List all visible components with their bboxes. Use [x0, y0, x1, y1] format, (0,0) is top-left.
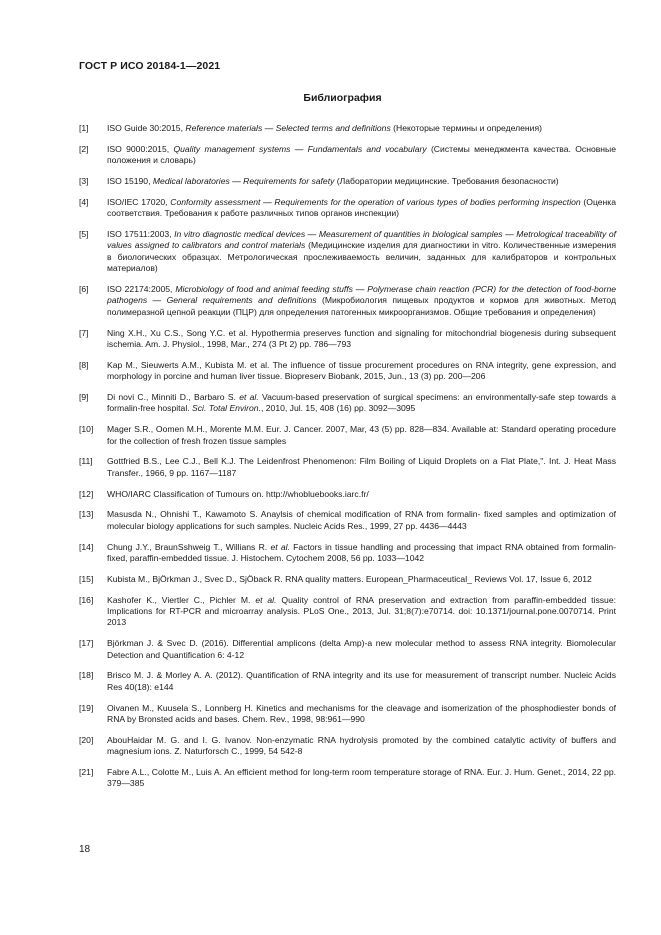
reference-segment: Chung J.Y., BraunSshweig T., Willians R. — [107, 541, 271, 552]
reference-number: [18] — [79, 670, 94, 681]
reference-segment: Quality control of RNA preservation and extraction from paraffin-embedded tissue: Implications for RT-PCR and microarray analysis. PLoS One., 2013, Jul. 31;8(7):e70714. doi: 10.1371/journal.pone.0070714. Print 2013 — [107, 594, 616, 628]
reference-italic-segment: In vitro diagnostic medical devices — Measurement of quantities in biological samples — Metrological traceability of values assigned to calibrators and control materials — [107, 229, 616, 251]
reference-number: [14] — [79, 541, 94, 552]
reference-segment: Di novi C., Minniti D., Barbaro S. — [107, 392, 240, 403]
reference-item — [79, 574, 616, 585]
reference-segment: Oivanen M., Kuusela S., Lonnberg H. Kinetics and mechanisms for the cleavage and isomerization of the phosphodiester bonds of RNA by Bronsted acids and bases. Chem. Rev., 1998, 98:961—990 — [107, 702, 616, 725]
reference-number: [19] — [79, 702, 94, 713]
reference-item — [79, 735, 616, 758]
reference-text — [107, 670, 616, 693]
reference-segment: ISO 22174:2005, — [107, 284, 176, 295]
reference-text — [107, 197, 616, 220]
reference-text — [107, 509, 616, 532]
reference-italic-segment: Microbiology of food and animal feeding stuffs — Polymerase chain reaction (PCR) for the detection of food-borne pathogens — General requirements and definitions — [107, 284, 617, 306]
page-number: 18 — [79, 844, 91, 855]
reference-item — [79, 360, 616, 383]
reference-segment: (Некоторые термины и определения) — [390, 123, 542, 133]
reference-item — [79, 456, 616, 479]
reference-text — [107, 542, 616, 565]
reference-segment: Kubista M., BjÖrkman J., Svec D., SjÖback R. RNA quality matters. European_Pharmaceutical_ Reviews Vol. 17, Issue 6, 2012 — [107, 573, 592, 584]
reference-text — [107, 638, 616, 661]
reference-segment: ISO/IEC 17020, — [107, 196, 171, 207]
reference-item — [79, 176, 616, 187]
reference-item — [79, 144, 616, 167]
reference-number: [8] — [79, 359, 89, 370]
reference-segment: Kap M., Sieuwerts A.M., Kubista M. et al. The influence of tissue procurement procedures on RNA integrity, gene expression, and morphology in porcine and human liver tissue. Biopreserv Biobank, 2015, Jun., 13 (3) pp. 200—206 — [107, 359, 616, 382]
reference-segment: Masusda N., Ohnishi T., Kawamoto S. Anaylsis of chemical modification of RNA from formalin- fixed samples and optimization of molecular biology applications for such samples. Nucleic Acids Res., 1999, 27 pp. 4436—4443 — [107, 509, 616, 531]
reference-number: [11] — [79, 456, 93, 467]
reference-text — [107, 328, 616, 351]
reference-number: [20] — [79, 734, 94, 745]
reference-italic-segment: Conformity assessment — Requirements for the operation of various types of bodies performing inspection — [170, 196, 581, 207]
reference-text — [107, 360, 616, 383]
reference-item — [79, 392, 616, 415]
reference-italic-segment: et al. — [239, 392, 259, 403]
reference-segment: AbouHaidar M. G. and I. G. Ivanov. Non-enzymatic RNA hydrolysis promoted by the combined catalytic activity of buffers and magnesium ions. Z. Naturforsch C., 1999, 54 542-8 — [107, 734, 616, 757]
reference-number: [9] — [79, 392, 89, 403]
reference-segment: ISO 15190, — [107, 176, 153, 186]
reference-segment: ISO Guide 30:2015, — [107, 123, 186, 133]
reference-segment: Vacuum-based preservation of surgical specimens: an environmentally-safe step towards a formalin-free hospital. — [107, 392, 616, 414]
reference-number: [15] — [79, 573, 94, 584]
reference-item — [79, 284, 616, 318]
reference-segment: Factors in tissue handling and processing that impact RNA obtained from formalin-fixed, paraffin-embedded tissue. J. Histochem. Cytochem 2008, 56 pp. 1033—1042 — [107, 541, 616, 564]
reference-item — [79, 489, 616, 500]
reference-segment: , 2010, Jul. 15, 408 (16) pp. 3092—3095 — [260, 403, 416, 414]
reference-text — [107, 574, 616, 585]
reference-segment: WHO/IARC Classification of Tumours on. http://whobluebooks.iarc.fr/ — [107, 488, 369, 499]
reference-italic-segment: Medical laboratories — Requirements for safety — [152, 176, 335, 186]
reference-segment: (Системы менеджмента качества. Основные положения и словарь) — [107, 143, 617, 166]
reference-number: [4] — [79, 196, 89, 207]
reference-segment: Kashofer K., Viertler C., Pichler M. — [107, 594, 256, 605]
reference-italic-segment: Sci. Total Environ. — [192, 403, 261, 414]
reference-text — [107, 489, 616, 500]
reference-number: [6] — [79, 284, 89, 295]
reference-item — [79, 670, 616, 693]
reference-italic-segment: et al. — [270, 541, 290, 552]
reference-number: [13] — [79, 509, 94, 520]
reference-text — [107, 392, 616, 415]
reference-text — [107, 735, 616, 758]
reference-text — [107, 595, 616, 629]
reference-text — [107, 229, 616, 275]
reference-number: [5] — [79, 229, 89, 239]
reference-segment: Mager S.R., Oomen M.H., Morente M.M. Eur. J. Cancer. 2007, Mar, 43 (5) pp. 828—834. Available at: Standard operating procedure for the collection of fresh frozen tissue samples — [107, 424, 616, 446]
reference-text — [107, 767, 616, 790]
reference-segment: Björkman J. & Svec D. (2016). Differential amplicons (delta Amp)-a new molecular method to assess RNA integrity. Biomolecular Detection and Quantification 6: 4-12 — [107, 638, 616, 660]
reference-item — [79, 123, 616, 134]
reference-number: [10] — [79, 424, 94, 435]
reference-item — [79, 638, 616, 661]
reference-segment: ISO 9000:2015, — [107, 143, 174, 154]
reference-italic-segment: Quality management systems — Fundamentals and vocabulary — [173, 143, 427, 154]
reference-italic-segment: et al. — [255, 594, 277, 605]
reference-number: [7] — [79, 327, 89, 338]
reference-item — [79, 197, 616, 220]
reference-segment: Brisco M. J. & Morley A. A. (2012). Quantification of RNA integrity and its use for measurement of transcript number. Nucleic Acids Res 40(18): e144 — [107, 670, 616, 692]
reference-number: [16] — [79, 594, 94, 605]
reference-segment: ISO 17511:2003, — [107, 229, 175, 239]
reference-text — [107, 424, 616, 447]
bibliography-title: Библиография — [303, 92, 382, 104]
reference-segment: (Медицинские изделия для диагностики in vitro. Количественные измерения в биологических образцах. Метрологическая прослеживаемость величин, заданных для калибраторов и контрольных материалов) — [107, 240, 616, 274]
reference-number: [1] — [79, 123, 89, 133]
reference-text — [107, 284, 616, 318]
reference-segment: Ning X.H., Xu C.S., Song Y.C. et al. Hypothermia preserves function and signaling for mitochondrial biogenesis during subsequent ischemia. Am. J. Physiol., 1998, Mar., 274 (3 Pt 2) pp. 786—793 — [107, 327, 616, 350]
reference-segment: (Оценка соответствия. Требования к работе различных типов органов инспекции) — [107, 196, 617, 219]
reference-number: [3] — [79, 176, 89, 186]
reference-segment: (Лаборатории медицинские. Требования безопасности) — [334, 176, 559, 186]
reference-number: [21] — [79, 767, 94, 778]
reference-number: [17] — [79, 638, 94, 649]
reference-italic-segment: Reference materials — Selected terms and definitions — [185, 123, 391, 133]
reference-text — [107, 703, 616, 726]
reference-item — [79, 703, 616, 726]
reference-number: [2] — [79, 143, 89, 154]
reference-text — [107, 123, 616, 134]
reference-segment: Fabre A.L., Colotte M., Luis A. An efficient method for long-term room temperature storage of RNA. Eur. J. Hum. Genet., 2014, 22 pp. 379—385 — [107, 767, 616, 789]
standard-header: ГОСТ Р ИСО 20184-1—2021 — [79, 60, 221, 72]
reference-item — [79, 328, 616, 351]
reference-text — [107, 456, 616, 479]
bibliography-list — [79, 123, 616, 799]
reference-segment: (Микробиология пищевых продуктов и кормов для животных. Метод полимеразной цепной реакции (ПЦР) для определения патогенных микроорганизмов. Общие требования и определения) — [107, 295, 616, 317]
reference-number: [12] — [79, 488, 94, 499]
reference-item — [79, 229, 616, 275]
reference-text — [107, 176, 616, 187]
reference-item — [79, 424, 616, 447]
reference-item — [79, 509, 616, 532]
reference-item — [79, 542, 616, 565]
reference-segment: Gottfried B.S., Lee C.J., Bell K.J. The Leidenfrost Phenomenon: Film Boiling of Liquid Droplets on a Flat Plate,". Int. J. Heat Mass Transfer., 1966, 9 pp. 1167—1187 — [107, 456, 616, 478]
reference-text — [107, 144, 616, 167]
reference-item — [79, 767, 616, 790]
reference-item — [79, 595, 616, 629]
